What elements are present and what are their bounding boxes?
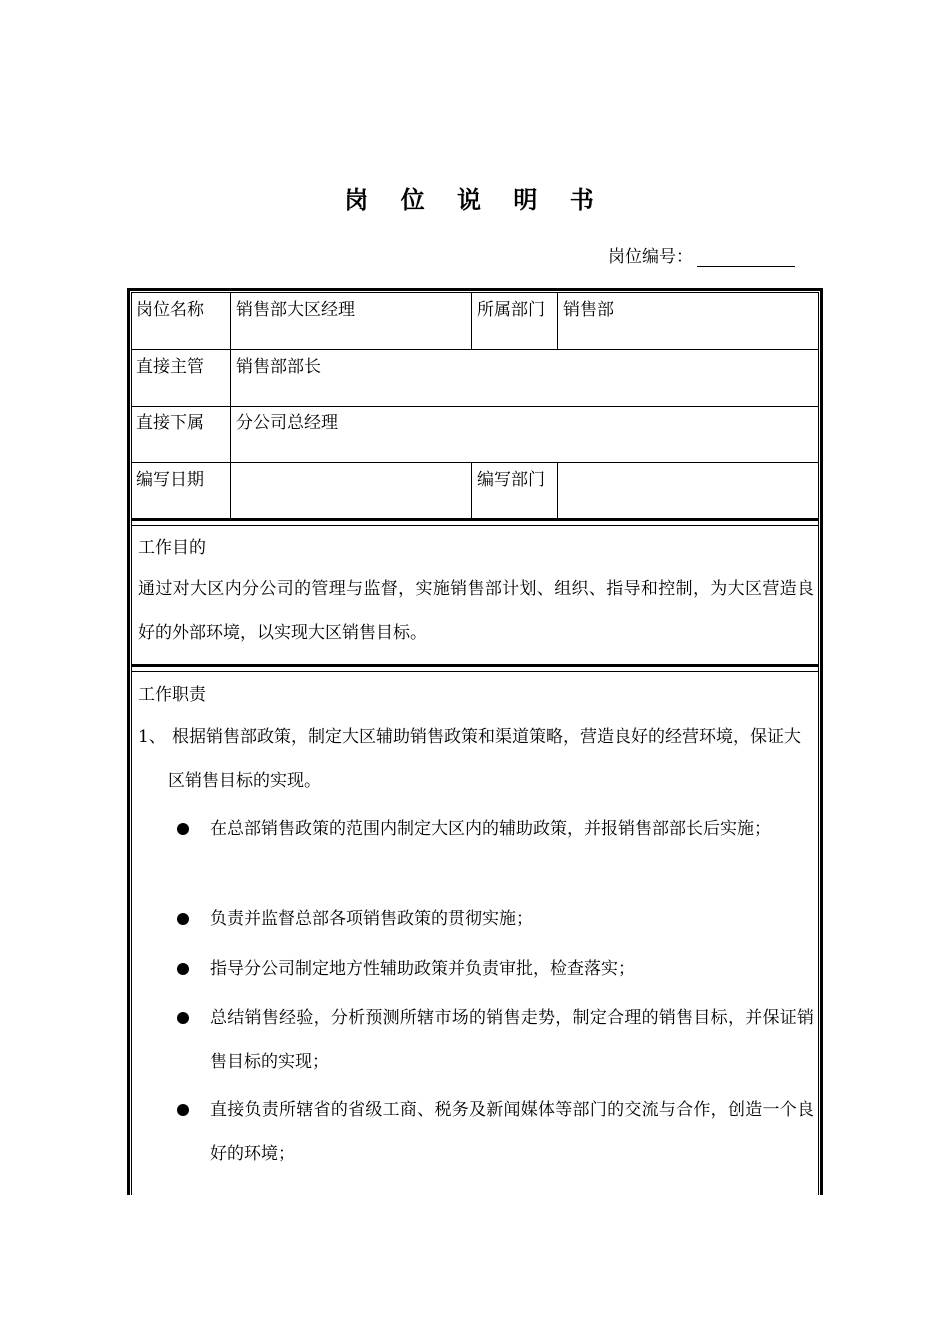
section-divider (131, 664, 819, 672)
supervisor-value: 销售部部长 (236, 357, 321, 377)
duty-bullet: 负责并监督总部各项销售政策的贯彻实施； (210, 909, 533, 929)
post-number-label: 岗位编号： (608, 247, 693, 267)
duty-bullet: 直接负责所辖省的省级工商、税务及新闻媒体等部门的交流与合作，创造一个良好的环境； (210, 1100, 814, 1164)
column-divider (557, 292, 558, 349)
purpose-heading: 工作目的 (138, 538, 206, 558)
section-divider (131, 518, 819, 526)
column-divider (230, 292, 231, 518)
purpose-text: 通过对大区内分公司的管理与监督，实施销售部计划、组织、指导和控制，为大区营造良好的外部环境，以实现大区销售目标。 (138, 579, 814, 643)
date-label: 编写日期 (136, 470, 204, 490)
row-divider (131, 406, 819, 407)
position-name-value: 销售部大区经理 (236, 300, 355, 320)
department-value: 销售部 (563, 300, 614, 320)
column-divider (471, 292, 472, 349)
department-label: 所属部门 (477, 300, 545, 320)
bullet-icon (177, 963, 189, 975)
post-number (608, 242, 795, 267)
post-number-blank (697, 248, 795, 267)
duty-bullet: 在总部销售政策的范围内制定大区内的辅助政策，并报销售部部长后实施； (210, 819, 771, 839)
duty-bullet: 指导分公司制定地方性辅助政策并负责审批，检查落实； (210, 959, 635, 979)
subordinate-label: 直接下属 (136, 413, 204, 433)
subordinate-value: 分公司总经理 (236, 413, 338, 433)
column-divider (557, 462, 558, 518)
supervisor-label: 直接主管 (136, 357, 204, 377)
duty-item-number: 1、 (138, 727, 166, 747)
duty-bullet: 总结销售经验，分析预测所辖市场的销售走势，制定合理的销售目标，并保证销售目标的实现； (210, 1008, 814, 1072)
position-name-label: 岗位名称 (136, 300, 204, 320)
duty-item-text: 根据销售部政策，制定大区辅助销售政策和渠道策略，营造良好的经营环境，保证大区销售目标的实现。 (168, 727, 801, 791)
page-title: 岗 位 说 明 书 (344, 185, 606, 214)
column-divider (471, 462, 472, 518)
row-divider (131, 349, 819, 350)
bullet-icon (177, 1104, 189, 1116)
row-divider (131, 462, 819, 463)
bullet-icon (177, 913, 189, 925)
author-dept-label: 编写部门 (477, 470, 545, 490)
bullet-icon (177, 823, 189, 835)
bullet-icon (177, 1012, 189, 1024)
duties-heading: 工作职责 (138, 685, 206, 705)
